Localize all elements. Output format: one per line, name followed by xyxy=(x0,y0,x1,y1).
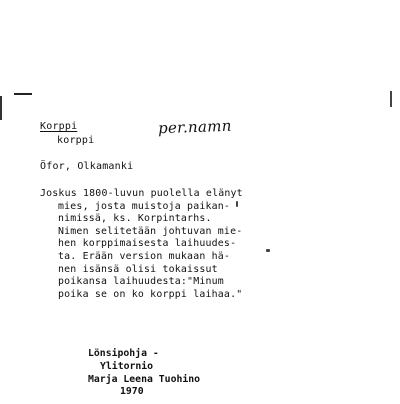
corner-mark xyxy=(14,93,32,95)
footer-line: Lönsipohja - xyxy=(88,348,159,359)
card-title: Korppi xyxy=(40,121,78,132)
body-line: hen korppimaisesta laihuudes- xyxy=(58,238,237,250)
place-line: Öfor, Olkamanki xyxy=(40,161,134,172)
body-line: mies, josta muistoja paikan- xyxy=(58,200,231,212)
body-line: Nimen selitetään johtuvan mie- xyxy=(58,225,243,237)
ink-smudge xyxy=(266,249,270,252)
ink-smudge xyxy=(236,201,238,207)
body-line: nimissä, ks. Korpintarhs. xyxy=(58,213,212,225)
card-subtitle: korppi xyxy=(57,135,95,146)
footer-line: Marja Leena Tuohino xyxy=(88,373,201,385)
edge-mark xyxy=(0,96,2,120)
body-line: poika se on ko korppi laihaa." xyxy=(58,288,243,300)
body-line: nen isänsä olisi tokaissut xyxy=(58,263,218,275)
body-line: poikansa laihuudesta:"Minum xyxy=(58,276,224,288)
body-line: Joskus 1800-luvun puolella elänyt xyxy=(40,188,243,199)
card-footer xyxy=(88,348,228,399)
footer-line: 1970 xyxy=(120,386,144,398)
handwritten-note: per.namn xyxy=(157,116,232,138)
footer-line: Ylitornio xyxy=(100,360,154,372)
corner-mark xyxy=(390,91,392,107)
card-body xyxy=(40,188,260,301)
body-line: ta. Erään version mukaan hä- xyxy=(58,250,231,262)
